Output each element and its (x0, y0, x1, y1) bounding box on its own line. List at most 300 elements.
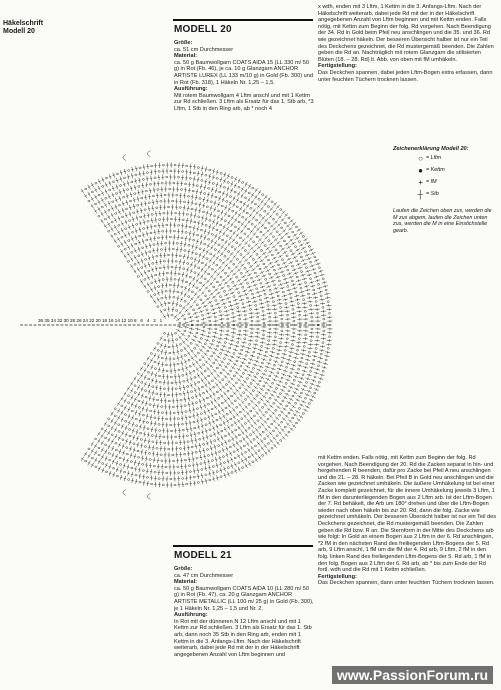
stitch-mark (141, 267, 143, 269)
stitch-mark (220, 476, 222, 478)
stitch-mark (179, 305, 181, 307)
stitch-mark (306, 363, 308, 365)
stitch-mark (199, 451, 202, 452)
stitch-mark (216, 178, 218, 180)
stitch-mark (184, 183, 186, 185)
stitch-mark (155, 262, 158, 263)
stitch-mark (238, 337, 239, 340)
stitch-mark (213, 393, 215, 394)
stitch-mark (210, 201, 212, 203)
stitch-mark (265, 412, 267, 414)
stitch-mark (263, 322, 265, 324)
stitch-mark (213, 215, 215, 217)
stitch-mark (300, 392, 302, 394)
stitch-mark (114, 408, 116, 410)
stitch-mark (198, 432, 200, 434)
stitch-mark (262, 455, 264, 457)
row-number: 34 (50, 318, 56, 323)
stitch-mark (278, 414, 280, 416)
stitch-mark (177, 352, 179, 353)
stitch-mark (111, 434, 113, 436)
stitch-mark (236, 407, 238, 409)
stitch-mark (286, 338, 288, 340)
stitch-mark (204, 278, 206, 280)
stitch-mark (126, 453, 128, 455)
stitch-mark (248, 245, 250, 247)
stitch-mark (95, 466, 97, 468)
stitch-mark (165, 290, 167, 292)
stitch-mark (275, 249, 277, 251)
stitch-mark (300, 232, 301, 234)
stitch-mark (134, 469, 137, 470)
stitch-mark (147, 291, 149, 293)
stitch-mark (224, 248, 226, 250)
stitch-mark (212, 177, 214, 178)
stitch-mark (144, 203, 147, 204)
stitch-mark (251, 447, 253, 448)
stitch-mark (276, 231, 278, 233)
stitch-mark (265, 351, 267, 353)
stitch-mark (130, 455, 132, 456)
stitch-mark (309, 278, 311, 280)
stitch-mark (129, 200, 131, 202)
stitch-mark (189, 471, 191, 473)
stitch-mark (156, 399, 158, 401)
stitch-mark (213, 362, 215, 364)
stitch-mark (259, 380, 261, 382)
stitch-mark (225, 407, 227, 409)
stitch-mark (181, 286, 183, 288)
stitch-mark (201, 481, 204, 482)
stitch-mark (267, 206, 269, 208)
stitch-mark (246, 297, 248, 299)
stitch-mark (211, 305, 213, 307)
stitch-mark (262, 310, 264, 312)
stitch-mark (111, 413, 113, 414)
stitch-mark (152, 195, 154, 197)
stitch-mark (149, 459, 151, 461)
row-number: 14 (114, 318, 120, 323)
stitch-mark (312, 285, 313, 288)
stitch-mark (297, 298, 298, 301)
stitch-mark (203, 302, 204, 304)
stitch-mark (118, 204, 120, 206)
stitch-mark (255, 386, 257, 388)
stitch-mark (173, 358, 175, 360)
stitch-mark (249, 274, 250, 276)
stitch-mark (316, 312, 318, 314)
stitch-mark (280, 421, 282, 423)
stitch-mark (180, 189, 182, 191)
stitch-mark (248, 347, 249, 349)
stitch-mark (91, 205, 93, 206)
stitch-mark (213, 296, 214, 298)
stitch-mark (256, 395, 258, 397)
stitch-mark (139, 223, 141, 224)
stitch-mark (151, 483, 153, 485)
stitch-mark (320, 353, 322, 355)
stitch-mark (327, 293, 328, 296)
stitch-mark (207, 298, 208, 300)
stitch-mark (149, 239, 152, 240)
stitch-mark (244, 399, 246, 401)
slip-stitch-icon: ● (418, 165, 423, 175)
stitch-mark (231, 224, 233, 225)
stitch-mark (227, 467, 229, 469)
row-number: 18 (102, 318, 108, 323)
stitch-mark (262, 431, 264, 433)
stitch-mark (118, 225, 120, 227)
stitch-mark (220, 276, 222, 278)
stitch-mark (233, 451, 235, 453)
stitch-mark (295, 357, 296, 360)
stitch-mark (224, 307, 226, 309)
stitch-mark (202, 333, 203, 335)
stitch-mark (253, 210, 255, 212)
stitch-mark (224, 435, 226, 437)
stitch-mark (193, 239, 195, 241)
stitch-mark (307, 289, 308, 292)
stitch-mark (236, 242, 238, 244)
stitch-mark (91, 443, 93, 444)
stitch-mark (94, 438, 96, 440)
stitch-mark (274, 257, 275, 259)
stitch-mark (236, 259, 238, 261)
stitch-mark (231, 425, 233, 427)
stitch-mark (117, 246, 119, 248)
stitch-mark (204, 418, 206, 420)
stitch-mark (278, 396, 279, 398)
stitch-mark (105, 444, 107, 446)
stitch-mark (238, 420, 240, 422)
stitch-mark (193, 476, 195, 478)
stitch-mark (177, 225, 179, 227)
stitch-mark (267, 259, 269, 261)
stitch-mark (248, 403, 250, 405)
stitch-mark (152, 399, 155, 400)
stitch-mark (311, 316, 313, 318)
stitch-mark (294, 246, 296, 248)
stitch-mark (177, 291, 179, 293)
stitch-mark (325, 285, 326, 288)
stitch-mark (166, 472, 168, 474)
stitch-mark (196, 332, 198, 334)
stitch-mark (155, 274, 157, 276)
stitch-mark (206, 397, 208, 399)
stitch-mark (299, 314, 301, 316)
stitch-mark (195, 402, 197, 404)
stitch-mark (272, 301, 274, 303)
stitch-mark (158, 424, 160, 426)
stitch-mark (141, 382, 143, 384)
stitch-mark (206, 206, 208, 208)
stitch-mark (314, 272, 316, 274)
stitch-mark (192, 190, 194, 192)
stitch-mark (143, 434, 146, 435)
stitch-mark (141, 458, 144, 459)
stitch-mark (269, 251, 271, 253)
stitch-mark (207, 238, 209, 240)
stitch-mark (231, 246, 233, 248)
stitch-mark (168, 302, 170, 304)
stitch-mark (281, 377, 283, 379)
stitch-mark (166, 370, 168, 372)
stitch-mark (248, 192, 250, 194)
stitch-mark (313, 289, 315, 291)
stitch-mark (250, 207, 252, 209)
stitch-mark (192, 409, 195, 410)
stitch-mark (162, 230, 164, 232)
stitch-mark (242, 467, 244, 469)
stitch-mark (235, 382, 237, 384)
stitch-mark (297, 368, 299, 370)
stitch-mark (197, 482, 199, 484)
stitch-mark (131, 383, 133, 384)
stitch-mark (180, 326, 181, 329)
stitch-mark (212, 472, 214, 473)
stitch-mark (141, 452, 144, 453)
stitch-mark (123, 471, 125, 473)
stitch-mark (142, 247, 144, 249)
stitch-mark (269, 375, 271, 377)
stitch-mark (200, 299, 202, 301)
stitch-mark (303, 346, 305, 348)
stitch-mark (269, 316, 271, 318)
stitch-mark (204, 187, 207, 188)
stitch-mark (147, 151, 150, 157)
stitch-mark (200, 192, 203, 193)
stitch-mark (291, 344, 293, 346)
stitch-mark (146, 477, 148, 479)
stitch-mark (91, 191, 93, 193)
stitch-mark (225, 384, 227, 386)
stitch-mark (302, 374, 304, 376)
stitch-mark (255, 459, 257, 460)
stitch-mark (253, 415, 255, 417)
stitch-mark (231, 395, 233, 397)
stitch-mark (177, 358, 180, 359)
stitch-mark (95, 182, 97, 184)
stitch-mark (234, 422, 236, 423)
stitch-mark (209, 316, 210, 319)
stitch-mark (216, 345, 218, 347)
stitch-mark (147, 493, 150, 499)
stitch-mark (201, 373, 203, 374)
stitch-mark (194, 427, 196, 429)
stitch-mark (303, 353, 304, 356)
stitch-mark (248, 362, 250, 364)
stitch-mark (141, 192, 144, 193)
stitch-mark (197, 352, 199, 354)
stitch-mark (216, 391, 218, 393)
stitch-mark (98, 215, 100, 217)
stitch-mark (223, 187, 225, 189)
stitch-mark (150, 232, 152, 234)
stitch-mark (238, 434, 240, 436)
stitch-mark (184, 459, 186, 461)
stitch-mark (198, 210, 201, 211)
stitch-mark (288, 390, 290, 392)
stitch-mark (304, 397, 306, 399)
stitch-mark (279, 349, 280, 352)
stitch-mark (228, 267, 230, 269)
stitch-mark (249, 309, 251, 311)
stitch-mark (112, 201, 114, 203)
stitch-mark (219, 296, 221, 298)
stitch-mark (187, 392, 190, 393)
stitch-mark (241, 418, 243, 420)
stitch-mark (243, 345, 244, 347)
stitch-mark (152, 386, 154, 388)
stitch-mark (280, 403, 282, 405)
stitch-mark (256, 373, 258, 375)
stitch-mark (140, 204, 143, 205)
stitch-mark (312, 363, 313, 366)
stitch-mark (281, 259, 283, 261)
stitch-mark (218, 244, 220, 246)
stitch-mark (134, 181, 137, 182)
stitch-mark (239, 318, 241, 320)
stitch-mark (320, 291, 321, 294)
stitch-mark (228, 244, 230, 246)
stitch-mark (244, 423, 246, 425)
stitch-mark (318, 382, 320, 384)
stitch-mark (265, 452, 267, 454)
stitch-mark (186, 483, 188, 485)
stitch-mark (166, 224, 168, 226)
stitch-mark (220, 424, 222, 426)
stitch-mark (259, 426, 261, 428)
stitch-mark (283, 357, 284, 359)
stitch-mark (325, 362, 326, 365)
stitch-mark (153, 465, 155, 467)
stitch-mark (91, 457, 93, 459)
stitch-mark (242, 286, 244, 288)
stitch-mark (203, 326, 205, 328)
stitch-mark (260, 282, 262, 284)
stitch-mark (267, 418, 269, 420)
stitch-mark (232, 367, 233, 369)
stitch-mark (191, 357, 193, 358)
stitch-mark (162, 279, 164, 281)
stitch-mark (231, 177, 233, 179)
stitch-mark (204, 370, 206, 372)
stitch-mark (126, 189, 128, 191)
stitch-mark (284, 295, 285, 298)
stitch-mark (267, 300, 268, 303)
stitch-mark (184, 318, 186, 320)
stitch-mark (190, 429, 193, 430)
stitch-mark (205, 225, 207, 227)
stitch-mark (175, 436, 177, 438)
stitch-mark (208, 375, 210, 377)
stitch-mark (294, 361, 296, 363)
row-number: 12 (121, 318, 127, 323)
stitch-mark (158, 478, 160, 480)
stitch-mark (272, 236, 274, 238)
stitch-mark (173, 230, 175, 232)
stitch-mark (250, 277, 252, 279)
stitch-mark (188, 398, 191, 399)
stitch-mark (124, 393, 126, 394)
stitch-mark (229, 301, 231, 303)
legend-row-lftm: ○ = Lftm (393, 152, 497, 164)
stitch-mark (184, 399, 187, 400)
stitch-mark (178, 273, 180, 275)
stitch-mark (198, 267, 200, 269)
stitch-mark (259, 268, 261, 270)
stitch-mark (221, 246, 223, 247)
stitch-mark (131, 266, 133, 267)
stitch-mark (134, 187, 137, 188)
stitch-mark (203, 346, 204, 348)
stitch-mark (182, 171, 184, 173)
stitch-mark (160, 201, 162, 203)
stitch-mark (248, 456, 250, 458)
stitch-mark (170, 430, 172, 432)
stitch-mark (294, 414, 296, 416)
stitch-mark (275, 399, 277, 401)
row-number: 22 (89, 318, 95, 323)
stitch-mark (224, 342, 226, 344)
stitch-mark (296, 353, 297, 356)
row-number: 30 (63, 318, 69, 323)
stitch-mark (115, 193, 117, 195)
stitch-mark (146, 233, 149, 234)
stitch-mark (265, 392, 267, 394)
stitch-mark (136, 438, 138, 439)
stitch-mark (253, 379, 254, 381)
stitch-mark (310, 387, 312, 389)
stitch-mark (199, 366, 201, 368)
stitch-mark (272, 430, 274, 432)
stitch-mark (231, 472, 233, 474)
stitch-mark (201, 469, 203, 471)
stitch-mark (310, 305, 312, 307)
stitch-mark (250, 441, 252, 442)
stitch-mark (195, 253, 197, 255)
stitch-mark (248, 427, 250, 429)
stitch-mark (204, 343, 206, 345)
stitch-mark (186, 435, 188, 437)
stitch-mark (288, 412, 290, 414)
stitch-mark (130, 188, 133, 189)
stitch-mark (219, 353, 221, 355)
stitch-mark (277, 353, 279, 355)
stitch-mark (255, 305, 257, 307)
stitch-mark (269, 328, 271, 330)
stitch-mark (145, 190, 147, 192)
stitch-mark (258, 206, 260, 208)
stitch-mark (185, 411, 187, 413)
stitch-mark (182, 478, 184, 480)
stitch-mark (146, 239, 148, 241)
stitch-mark (257, 357, 259, 359)
stitch-mark (230, 230, 232, 232)
stitch-mark (308, 246, 310, 248)
stitch-mark (221, 205, 223, 207)
stitch-mark (293, 242, 294, 244)
stitch-mark (266, 256, 268, 258)
stitch-mark (152, 257, 155, 258)
stitch-mark (276, 214, 278, 216)
stitch-mark (257, 316, 259, 318)
stitch-mark (233, 409, 235, 411)
stitch-mark (183, 453, 185, 455)
stitch-mark (256, 254, 258, 256)
stitch-mark (123, 154, 126, 160)
stitch-mark (175, 388, 177, 390)
